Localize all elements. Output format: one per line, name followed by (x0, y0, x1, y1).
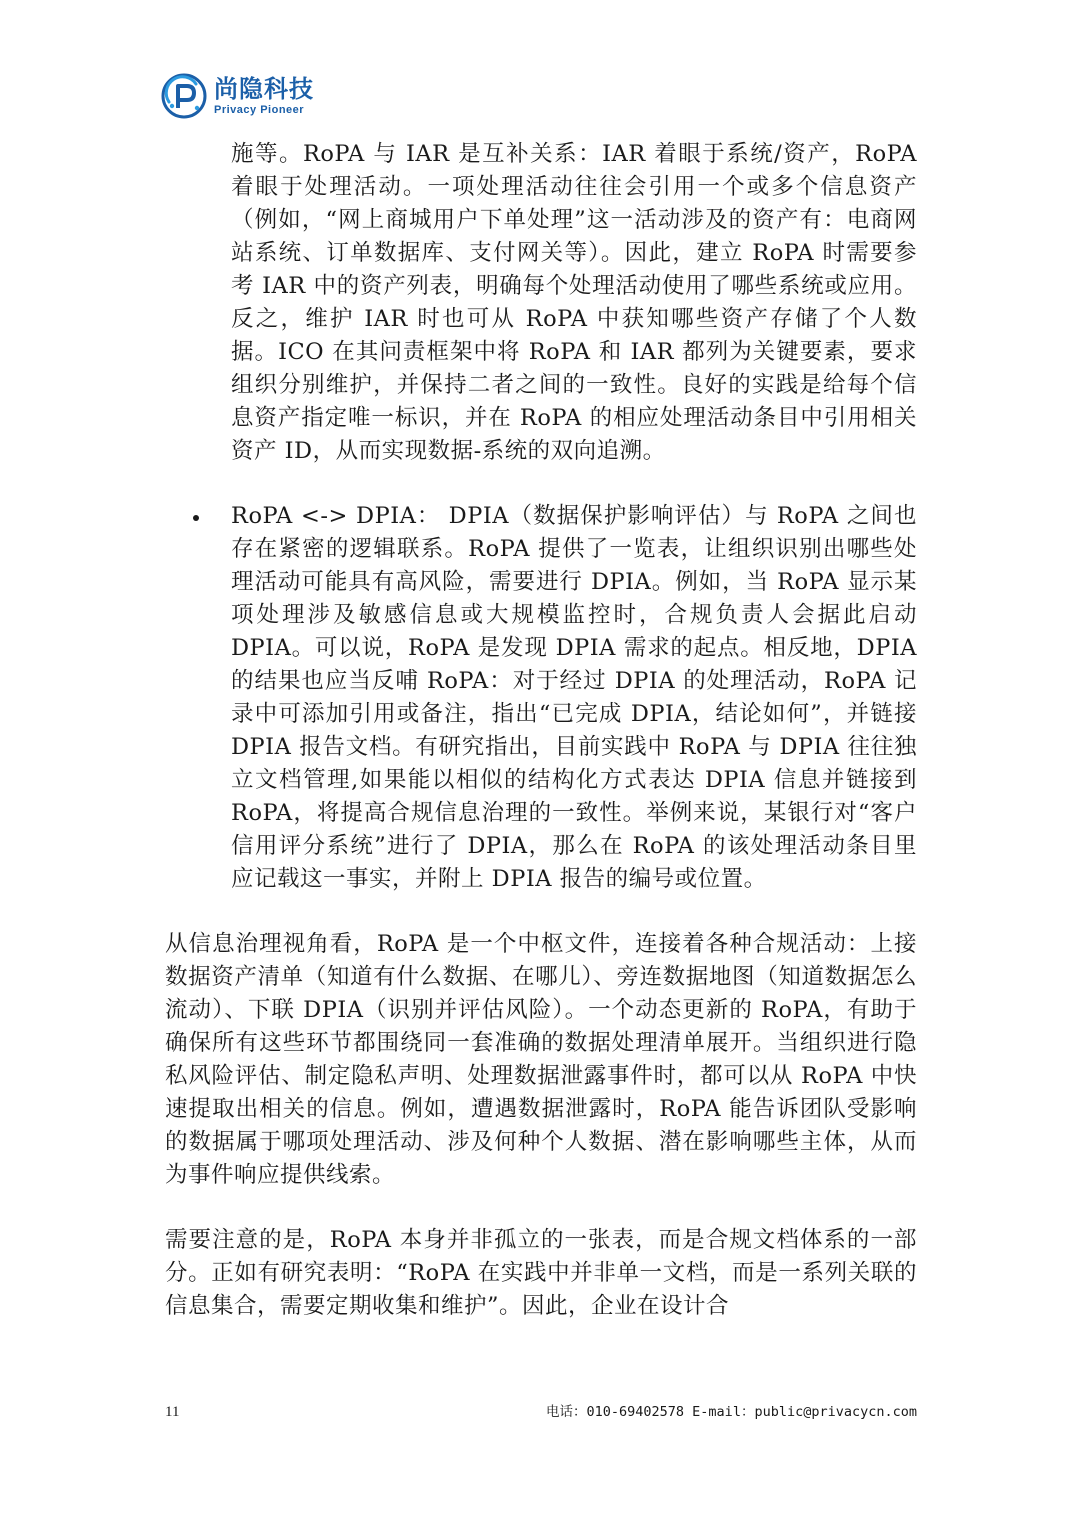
privacy-pioneer-logo-icon (160, 72, 208, 120)
governance-paragraph: 从信息治理视角看，RoPA 是一个中枢文件，连接着各种合规活动：上接数据资产清单（知道有什么数据、在哪儿）、旁连数据地图（知道数据怎么流动）、下联 DPIA（识别并评估风险）。一个动态更新的 RoPA，有助于确保所有这些环节都围绕同一套准确的数据处理清单展开。当组织进行隐私风险评估、制定隐私声明、处理数据泄露事件时，都可以从 RoPA 中快速提取出相关的信息。例如，遭遇数据泄露时，RoPA 能告诉团队受影响的数据属于哪项处理活动、涉及何种个人数据、潜在影响哪些主体，从而为事件响应提供线索。 (165, 931, 917, 1188)
page-number: 11 (165, 1404, 180, 1420)
logo-chinese-name: 尚隐科技 (214, 74, 314, 103)
bullet-item-ropa-dpia (231, 500, 917, 896)
bullet-dot-icon (193, 515, 199, 521)
logo-text (214, 74, 314, 116)
page-footer (165, 1400, 917, 1421)
document-body (165, 138, 917, 1323)
note-paragraph: 需要注意的是，RoPA 本身并非孤立的一张表，而是合规文档体系的一部分。正如有研究表明：“RoPA 在实践中并非单一文档，而是一系列关联的信息集合，需要定期收集和维护”。因此，企业在设计合 (165, 1227, 917, 1319)
iar-relationship-paragraph: 施等。RoPA 与 IAR 是互补关系：IAR 着眼于系统/资产，RoPA 着眼于处理活动。一项处理活动往往会引用一个或多个信息资产（例如，“网上商城用户下单处理”这一活动涉及的资产有：电商网站系统、订单数据库、支付网关等）。因此，建立 RoPA 时需要参考 IAR 中的资产列表，明确每个处理活动使用了哪些系统或应用。反之，维护 IAR 时也可从 RoPA 中获知哪些资产存储了个人数据。ICO 在其问责框架中将 RoPA 和 IAR 都列为关键要素，要求组织分别维护，并保持二者之间的一致性。良好的实践是给每个信息资产指定唯一标识，并在 RoPA 的相应处理活动条目中引用相关资产 ID，从而实现数据-系统的双向追溯。 (231, 141, 917, 464)
logo-english-name: Privacy Pioneer (214, 103, 305, 116)
company-logo (160, 72, 314, 120)
contact-info: 电话：010-69402578 E-mail：public@privacycn.com (546, 1404, 917, 1420)
dpia-relationship-paragraph: RoPA <-> DPIA： DPIA（数据保护影响评估）与 RoPA 之间也存在紧密的逻辑联系。RoPA 提供了一览表，让组织识别出哪些处理活动可能具有高风险，需要进行 DPIA。例如，当 RoPA 显示某项处理涉及敏感信息或大规模监控时，合规负责人会据此启动 DPIA。可以说，RoPA 是发现 DPIA 需求的起点。相反地，DPIA 的结果也应当反哺 RoPA：对于经过 DPIA 的处理活动，RoPA 记录中可添加引用或备注，指出“已完成 DPIA，结论如何”，并链接 DPIA 报告文档。有研究指出，目前实践中 RoPA 与 DPIA 往往独立文档管理,如果能以相似的结构化方式表达 DPIA 信息并链接到 RoPA，将提高合规信息治理的一致性。举例来说，某银行对“客户信用评分系统”进行了 DPIA，那么在 RoPA 的该处理活动条目里应记载这一事实，并附上 DPIA 报告的编号或位置。 (231, 503, 917, 892)
